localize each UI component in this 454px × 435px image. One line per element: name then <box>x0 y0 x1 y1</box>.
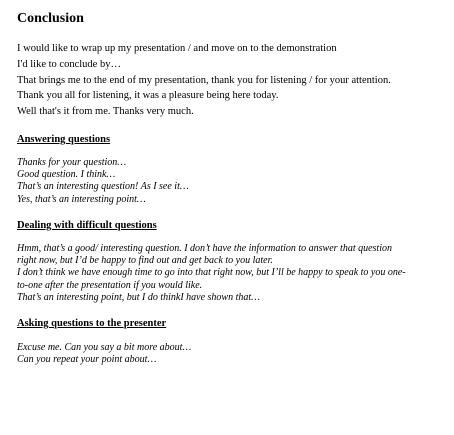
page-title: Conclusion <box>17 11 84 26</box>
answering-line-1: Thanks for your question… <box>17 157 127 168</box>
difficult-line-5: That’s an interesting point, but I do thinkI have shown that… <box>17 292 261 303</box>
section-heading-answering: Answering questions <box>17 134 111 145</box>
difficult-line-2: right now, but I’d be happy to find out and get back to you later. <box>17 255 273 266</box>
closing-line-1: I would like to wrap up my presentation / and move on to the demonstration <box>17 43 337 54</box>
closing-line-3: That brings me to the end of my presentation, thank you for listening / for your attention. <box>17 75 391 86</box>
closing-line-2: I'd like to conclude by… <box>17 59 121 70</box>
answering-line-2: Good question. I think… <box>17 169 116 180</box>
closing-line-4: Thank you all for listening, it was a pleasure being here today. <box>17 90 279 101</box>
section-heading-asking: Asking questions to the presenter <box>17 318 167 329</box>
asking-line-2: Can you repeat your point about… <box>17 354 157 365</box>
closing-line-5: Well that's it from me. Thanks very much. <box>17 106 194 117</box>
difficult-line-4: to-one after the presentation if you would like. <box>17 280 203 291</box>
section-heading-difficult: Dealing with difficult questions <box>17 220 157 231</box>
answering-line-4: Yes, that’s an interesting point… <box>17 194 146 205</box>
asking-line-1: Excuse me. Can you say a bit more about… <box>17 342 192 353</box>
difficult-line-3: I don’t think we have enough time to go into that right now, but I’ll be happy to speak to you one- <box>17 267 406 278</box>
difficult-line-1: Hmm, that’s a good/ interesting question. I don’t have the information to answer that question <box>17 243 392 254</box>
answering-line-3: That’s an interesting question! As I see it… <box>17 181 189 192</box>
